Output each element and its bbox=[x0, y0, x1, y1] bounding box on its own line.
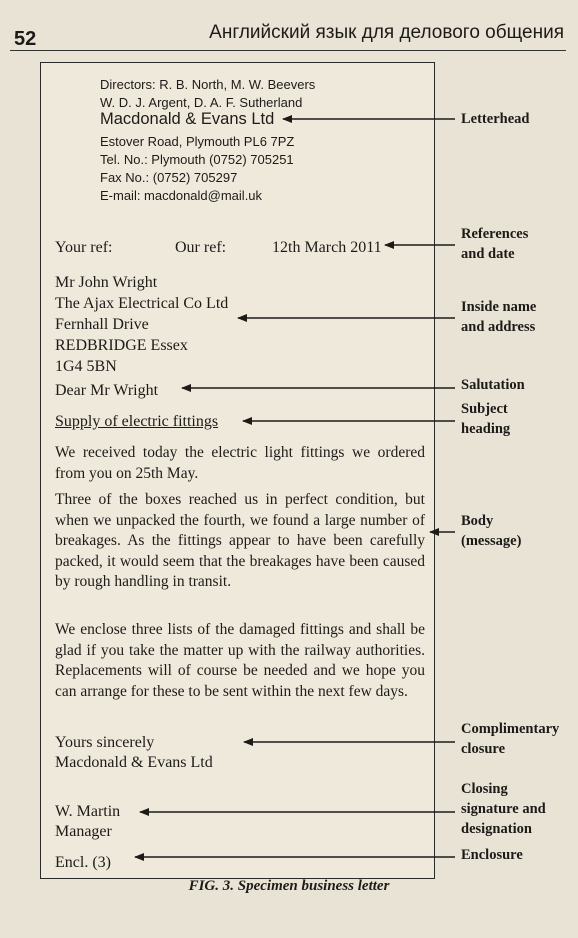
annotation-closing-signature: Closing bbox=[461, 781, 508, 797]
inside-address-line: 1G4 5BN bbox=[55, 358, 117, 375]
annotation-subject: heading bbox=[461, 421, 511, 437]
email: E-mail: macdonald@mail.uk bbox=[100, 188, 263, 203]
annotation-closure: Complimentary bbox=[461, 721, 560, 737]
body-paragraph-3: We enclose three lists of the damaged fittings and shall be glad if you take the matter up with the railway authorities. Replacements will of course be needed and we hope you can arrange for these to be sent within the next few days. bbox=[55, 621, 425, 700]
enclosure-note: Encl. (3) bbox=[55, 854, 111, 871]
running-head: Английский язык для делового общения bbox=[209, 22, 564, 43]
annotation-closure: closure bbox=[461, 741, 506, 757]
annotation-salutation: Salutation bbox=[461, 377, 525, 393]
annotation-closing-signature: designation bbox=[461, 821, 532, 837]
our-ref: Our ref: bbox=[175, 239, 227, 256]
annotation-body: Body bbox=[461, 513, 494, 529]
directors-line-1: Directors: R. B. North, M. W. Beevers bbox=[100, 77, 316, 92]
annotation-body: (message) bbox=[461, 533, 522, 549]
telephone: Tel. No.: Plymouth (0752) 705251 bbox=[100, 152, 294, 167]
annotation-subject: Subject bbox=[461, 401, 508, 417]
annotation-letterhead: Letterhead bbox=[461, 111, 530, 127]
annotation-inside-address: Inside name bbox=[461, 299, 537, 315]
annotation-references: and date bbox=[461, 246, 515, 262]
figure-caption: FIG. 3. Specimen business letter bbox=[188, 878, 390, 894]
your-ref: Your ref: bbox=[55, 239, 113, 256]
inside-address-line: Mr John Wright bbox=[55, 274, 158, 291]
complimentary-closure: Yours sincerely bbox=[55, 734, 155, 751]
annotation-closing-signature: signature and bbox=[461, 801, 546, 817]
company-signoff: Macdonald & Evans Ltd bbox=[55, 754, 213, 771]
inside-address-line: The Ajax Electrical Co Ltd bbox=[55, 295, 229, 312]
page-number: 52 bbox=[14, 28, 37, 50]
annotation-inside-address: and address bbox=[461, 319, 536, 335]
fax: Fax No.: (0752) 705297 bbox=[100, 170, 238, 185]
subject-heading: Supply of electric fittings bbox=[55, 413, 219, 430]
annotation-references: References bbox=[461, 226, 529, 242]
company-address: Estover Road, Plymouth PL6 7PZ bbox=[100, 134, 295, 149]
company-name: Macdonald & Evans Ltd bbox=[100, 110, 275, 128]
inside-address-line: REDBRIDGE Essex bbox=[55, 337, 188, 354]
salutation: Dear Mr Wright bbox=[55, 382, 159, 399]
signature-title: Manager bbox=[55, 823, 112, 840]
directors-line-2: W. D. J. Argent, D. A. F. Sutherland bbox=[100, 95, 303, 110]
inside-address-line: Fernhall Drive bbox=[55, 316, 149, 333]
letter-date: 12th March 2011 bbox=[272, 239, 382, 256]
body-paragraph-2: Three of the boxes reached us in perfect condition, but when we unpacked the fourth, we found a large number of breakages. As the fittings appear to have been carefully packed, it would seem that the breakages have been caused by rough handling in transit. bbox=[55, 491, 425, 590]
signature-name: W. Martin bbox=[55, 803, 121, 820]
body-paragraph-1: We received today the electric light fittings we ordered from you on 25th May. bbox=[55, 444, 425, 482]
annotation-enclosure: Enclosure bbox=[461, 847, 523, 863]
